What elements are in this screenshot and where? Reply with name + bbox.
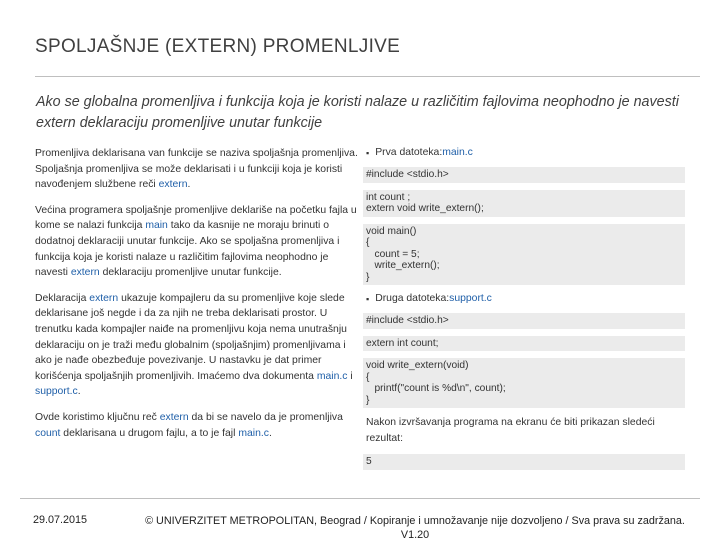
keyword-extern: extern	[158, 179, 188, 191]
slide-title: SPOLJAŠNJE (EXTERN) PROMENLJIVE	[35, 36, 401, 57]
code-column	[363, 146, 685, 470]
paragraph-1	[35, 146, 360, 193]
text: deklarisana u drugom fajlu, a to je fajl	[60, 427, 239, 439]
keyword-main: main	[145, 220, 168, 232]
code-block-main: void main() { count = 5; write_extern(); }	[363, 224, 685, 286]
slide-subtitle: Ako se globalna promenljiva i funkcija koja je koristi nalaze u različitim fajlovima neophodno je navesti extern deklaraciju promenljive unutar funkcije	[36, 94, 679, 131]
keyword-extern: extern	[89, 292, 119, 304]
paragraph-3	[35, 291, 360, 400]
code-block-include-1: #include <stdio.h>	[363, 167, 685, 183]
output-value: 5	[363, 454, 685, 470]
footer-date: 29.07.2015	[33, 514, 88, 526]
output-description: Nakon izvršavanja programa na ekranu će biti prikazan sledeći rezultat:	[366, 417, 655, 444]
text: Većina programera spoljašnje promenljive deklariše na početku fajla u kome se nalazi funkcija	[35, 204, 357, 232]
paragraph-2	[35, 203, 360, 281]
code-block-declarations: int count ; extern void write_extern();	[363, 190, 685, 217]
explanation-column	[35, 146, 360, 451]
file2-label: Druga datoteka:	[375, 293, 450, 304]
file1-name: main.c	[442, 147, 473, 158]
text: da bi se navelo da je promenljiva	[188, 411, 343, 423]
code-block-write-extern: void write_extern(void) { printf("count is %d\n", count); }	[363, 358, 685, 408]
bullet-icon: ▪	[366, 294, 370, 304]
text: .	[187, 179, 191, 191]
code-block-include-2: #include <stdio.h>	[363, 313, 685, 329]
keyword-extern: extern	[159, 411, 189, 423]
text: tako da kasnije ne moraju brinuti o dodatnoj deklaraciji unutar funkcije. Ako se spoljašna promenljiva i funkcija koja je koristi nalaze u različitim fajlovima neophodno je navesti	[35, 220, 340, 279]
file1-label: Prva datoteka:	[375, 147, 443, 158]
text: .	[77, 386, 81, 398]
file2-name: support.c	[449, 293, 492, 304]
filename-support-c: support.c	[35, 386, 78, 398]
text: ukazuje kompajleru da su promenljive koje slede deklarisane još negde i da za njih ne treba deklarisati prostor. U trenutku kada kompajler naiđe na promenljivu koja nema unutrašnju deklaraciju on je traži među globalnim (spoljašnjim) promenljivama i ako je nađe obezbeđuje povezivanje. U nastavku je dat primer korišćenja spoljašnjih promenljivih. Imaćemo dva dokumenta	[35, 292, 347, 382]
text: Promenljiva deklarisana van funkcije se naziva spoljašnja promenljiva. Spoljašnja promenljiva se može deklarisati i u funkciji koja je koristi navođenjem službene reči	[35, 148, 358, 191]
text: Deklaracija	[35, 292, 90, 304]
bullet-icon: ▪	[366, 148, 370, 158]
text: i	[347, 370, 353, 382]
code-block-extern-count: extern int count;	[363, 336, 685, 352]
keyword-count: count	[35, 427, 61, 439]
text: deklaraciju promenljive unutar funkcije.	[99, 267, 282, 279]
file1-heading	[366, 146, 685, 160]
text: .	[268, 427, 272, 439]
file2-heading	[366, 292, 685, 306]
footer-copyright: © UNIVERZITET METROPOLITAN, Beograd / Kopiranje i umnožavanje nije dozvoljeno / Sva prava su zadržana. V1.20	[145, 515, 685, 541]
title-divider	[35, 76, 700, 77]
keyword-extern: extern	[70, 267, 100, 279]
filename-main-c: main.c	[238, 427, 269, 439]
footer-divider	[20, 498, 700, 499]
paragraph-4	[35, 410, 360, 441]
filename-main-c: main.c	[316, 370, 348, 382]
text: Ovde koristimo ključnu reč	[35, 411, 160, 423]
